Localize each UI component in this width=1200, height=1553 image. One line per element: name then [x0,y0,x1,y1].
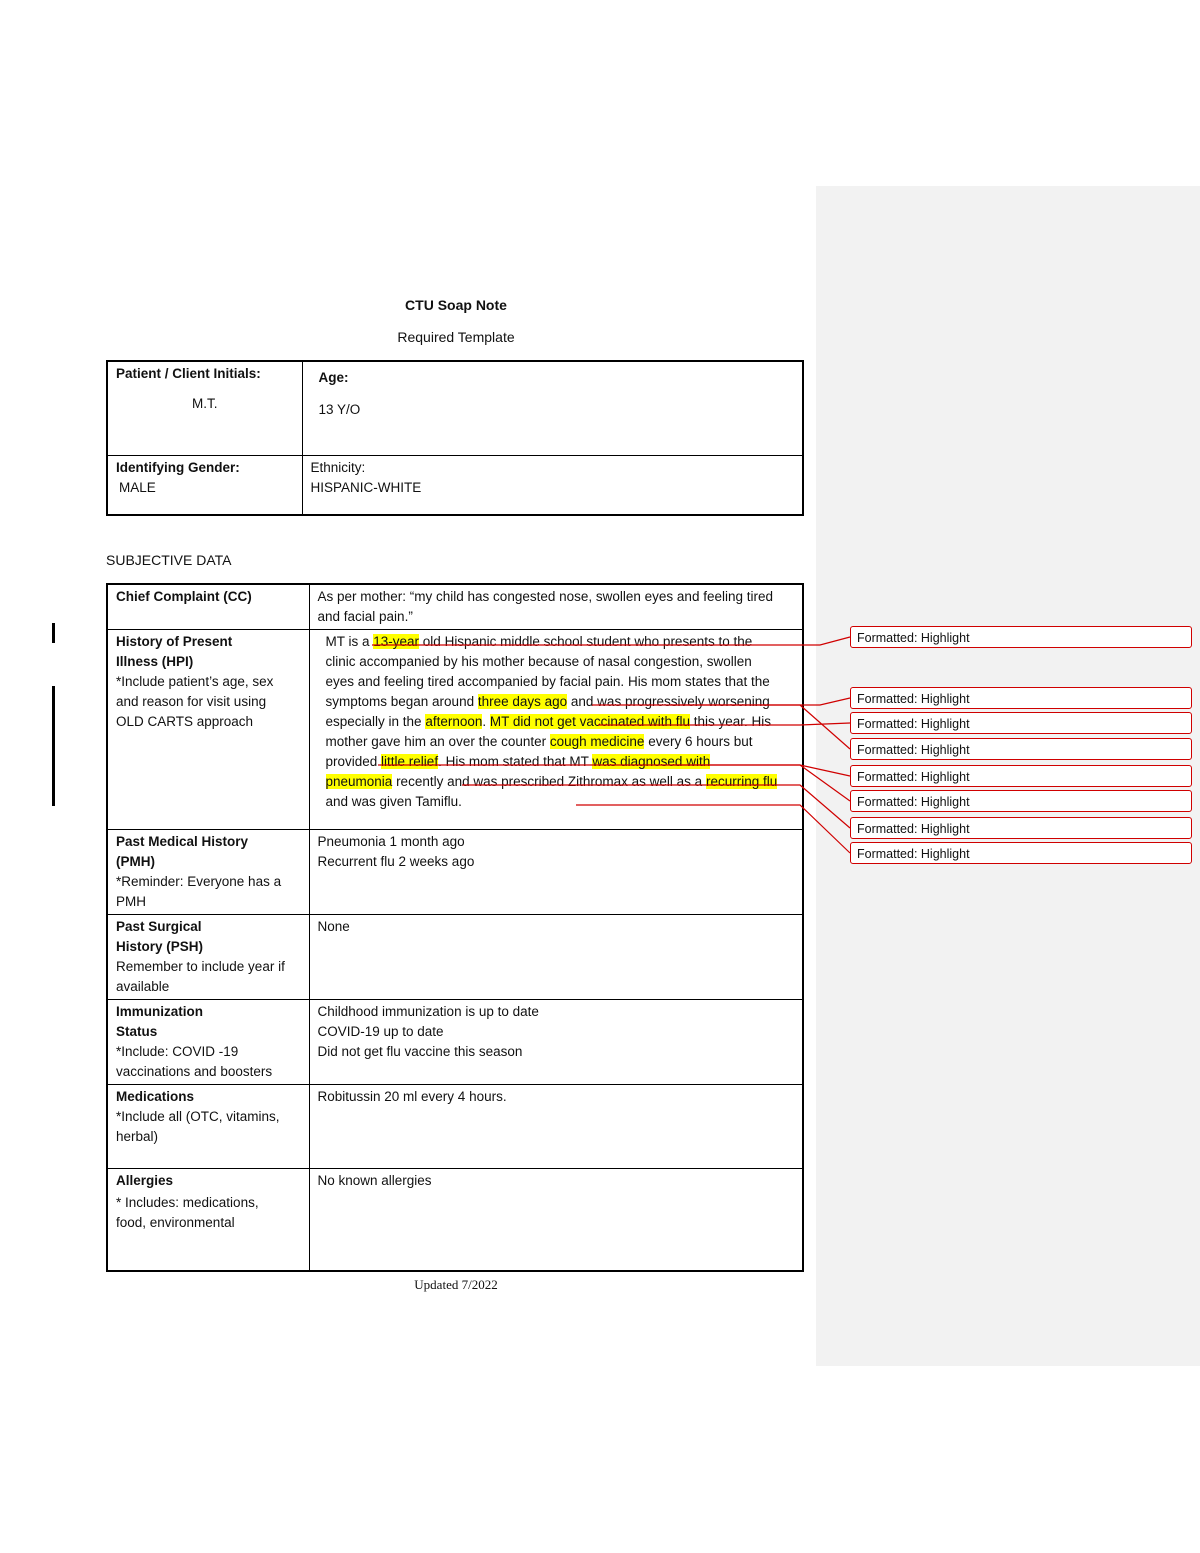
change-bar [52,623,55,643]
medications-label: Medications [116,1089,195,1104]
allergies-label-cell [107,1169,309,1271]
highlight-recurring-flu: recurring flu [705,774,778,789]
footer-updated: Updated 7/2022 [414,1277,498,1292]
pmh-label-cell [107,830,309,915]
immunization-value-cell [309,1000,803,1085]
immunization-line-1: Childhood immunization is up to date [317,1004,539,1019]
psh-instruction: Remember to include year if available [116,959,285,994]
medications-label-cell [107,1085,309,1169]
cc-value: As per mother: “my child has congested nose, swollen eyes and feeling tired and facial pain.” [309,584,803,630]
medications-value: Robitussin 20 ml every 4 hours. [309,1085,803,1169]
comment-formatted-highlight[interactable]: Formatted: Highlight [850,765,1192,787]
pmh-line-2: Recurrent flu 2 weeks ago [317,854,475,869]
immunization-label-cell [107,1000,309,1085]
allergies-label: Allergies [116,1173,174,1188]
patient-initials-label: Patient / Client Initials: [116,366,261,381]
psh-value: None [309,915,803,1000]
pmh-label: Past Medical History (PMH) [116,834,249,869]
comment-formatted-highlight[interactable]: Formatted: Highlight [850,626,1192,648]
subjective-table [106,583,804,1272]
comment-formatted-highlight[interactable]: Formatted: Highlight [850,817,1192,839]
document-subtitle: Required Template [397,329,515,345]
age-label: Age: [318,370,349,385]
gender-value: MALE [119,479,156,495]
ethnicity-value: HISPANIC-WHITE [310,479,422,495]
subjective-heading: SUBJECTIVE DATA [106,552,232,568]
medications-instruction: *Include all (OTC, vitamins, herbal) [116,1109,280,1144]
hpi-instruction: *Include patient’s age, sex and reason for visit using OLD CARTS approach [116,674,274,729]
ethnicity-cell [302,455,803,515]
gender-cell [107,455,302,515]
highlight-cough-medicine: cough medicine [549,734,645,749]
immunization-line-3: Did not get flu vaccine this season [317,1044,523,1059]
highlight-three-days-ago: three days ago [477,694,568,709]
comment-formatted-highlight[interactable]: Formatted: Highlight [850,687,1192,709]
highlight-not-vaccinated: MT did not get vaccinated with flu [489,714,690,729]
change-bar [52,686,55,806]
allergies-instruction: * Includes: medications, food, environmental [116,1195,259,1230]
comment-formatted-highlight[interactable]: Formatted: Highlight [850,842,1192,864]
psh-label-cell [107,915,309,1000]
age-value: 13 Y/O [318,402,361,417]
patient-info-table [106,360,804,516]
immunization-instruction: *Include: COVID -19 vaccinations and boosters [116,1044,273,1079]
patient-initials-value: M.T. [192,396,218,411]
age-cell [302,361,803,455]
document-title: CTU Soap Note [405,297,507,313]
hpi-narrative: MT is a 13-year old Hispanic middle school student who presents to the clinic accompanied by his mother because of nasal congestion, swollen eyes and feeling tired accompanied by facial pain. His mom states that the symptoms began around three days ago and was progressively worsening especially in the afternoon. MT did not get vaccinated with flu this year. His mother gave him an over the counter cough medicine every 6 hours but provided little relief. His mom stated that MT was diagnosed with pneumonia recently and was prescribed Zithromax as well as a recurring flu and was given Tamiflu. [309,630,803,830]
gender-label: Identifying Gender: [116,459,240,475]
pmh-instruction: *Reminder: Everyone has a PMH [116,874,282,909]
comment-formatted-highlight[interactable]: Formatted: Highlight [850,790,1192,812]
highlight-afternoon: afternoon [425,714,483,729]
comment-formatted-highlight[interactable]: Formatted: Highlight [850,738,1192,760]
cc-label: Chief Complaint (CC) [107,584,309,630]
hpi-label-cell [107,630,309,830]
highlight-little-relief: little relief [381,754,439,769]
patient-initials-cell [107,361,302,455]
allergies-value: No known allergies [309,1169,803,1271]
psh-label: Past Surgical History (PSH) [116,919,204,954]
highlight-pneumonia: was diagnosed with pneumonia [325,754,711,789]
hpi-label: History of Present Illness (HPI) [116,634,233,669]
immunization-label: Immunization Status [116,1004,203,1039]
comment-formatted-highlight[interactable]: Formatted: Highlight [850,712,1192,734]
pmh-line-1: Pneumonia 1 month ago [317,834,465,849]
highlight-13-year: 13-year [373,634,420,649]
pmh-value-cell [309,830,803,915]
immunization-line-2: COVID-19 up to date [317,1024,444,1039]
ethnicity-label: Ethnicity: [310,459,366,475]
